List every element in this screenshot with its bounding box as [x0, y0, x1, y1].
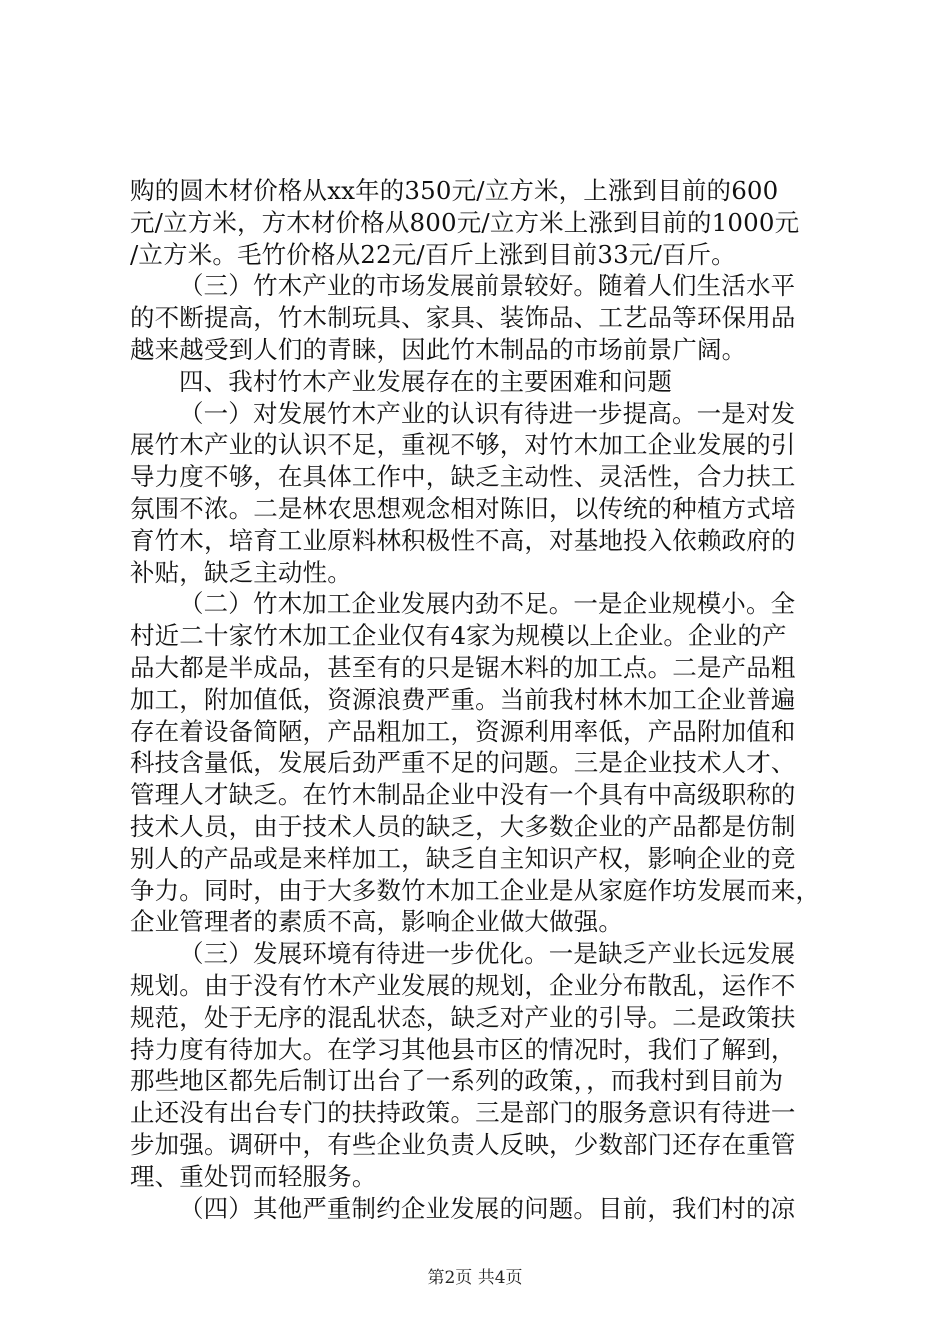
text-line: 四、我村竹木产业发展存在的主要困难和问题 — [179, 366, 672, 396]
text-line: /立方米。毛竹价格从22元/百斤上涨到目前33元/百斤。 — [130, 239, 736, 269]
text-line: （四）其他严重制约企业发展的问题。目前，我们村的凉 — [179, 1193, 796, 1223]
text-line: 元/立方米，方木材价格从800元/立方米上涨到目前的1000元 — [130, 207, 800, 237]
text-line: 的不断提高，竹木制玩具、家具、装饰品、工艺品等环保用品 — [130, 303, 796, 333]
text-line: 村近二十家竹木加工企业仅有4家为规模以上企业。企业的产 — [130, 621, 787, 651]
text-line: 导力度不够，在具体工作中，缺乏主动性、灵活性，合力扶工 — [130, 462, 796, 492]
text-line: 补贴，缺乏主动性。 — [130, 557, 352, 587]
text-line: 管理人才缺乏。在竹木制品企业中没有一个具有中高级职称的 — [130, 780, 796, 810]
text-line: 品大都是半成品，甚至有的只是锯木料的加工点。二是产品粗 — [130, 652, 796, 682]
text-line: 购的圆木材价格从xx年的350元/立方米，上涨到目前的600 — [130, 176, 779, 205]
text-line: 科技含量低，发展后劲严重不足的问题。三是企业技术人才、 — [130, 748, 796, 778]
text-line: （三）竹木产业的市场发展前景较好。随着人们生活水平 — [179, 271, 796, 301]
text-line: （二）竹木加工企业发展内劲不足。一是企业规模小。全 — [179, 589, 796, 619]
text-line: 争力。同时，由于大多数竹木加工企业是从家庭作坊发展而来， — [130, 875, 821, 905]
text-line: 步加强。调研中，有些企业负责人反映，少数部门还存在重管 — [130, 1129, 796, 1159]
text-line: 存在着设备简陋，产品粗加工，资源利用率低，产品附加值和 — [130, 716, 796, 746]
text-line: 持力度有待加大。在学习其他县市区的情况时，我们了解到， — [130, 1034, 796, 1064]
text-line: 技术人员，由于技术人员的缺乏，大多数企业的产品都是仿制 — [130, 811, 796, 841]
text-line: 企业管理者的素质不高，影响企业做大做强。 — [130, 907, 623, 937]
text-line: 越来越受到人们的青睐，因此竹木制品的市场前景广阔。 — [130, 334, 747, 364]
text-line: 育竹木，培育工业原料林积极性不高，对基地投入依赖政府的 — [130, 525, 796, 555]
document-body — [130, 175, 830, 1224]
text-line: 加工，附加值低，资源浪费严重。当前我村林木加工企业普遍 — [130, 684, 796, 714]
text-line: 氛围不浓。二是林农思想观念相对陈旧，以传统的种植方式培 — [130, 493, 796, 523]
text-line: 规范，处于无序的混乱状态，缺乏对产业的引导。二是政策扶 — [130, 1002, 796, 1032]
text-line: 那些地区都先后制订出台了一系列的政策，，而我村到目前为 — [130, 1066, 784, 1096]
page-footer: 第2页 共4页 — [427, 1268, 523, 1288]
text-line: 规划。由于没有竹木产业发展的规划，企业分布散乱，运作不 — [130, 970, 796, 1000]
text-line: 别人的产品或是来样加工，缺乏自主知识产权，影响企业的竞 — [130, 843, 796, 873]
text-line: （一）对发展竹木产业的认识有待进一步提高。一是对发 — [179, 398, 796, 428]
text-line: （三）发展环境有待进一步优化。一是缺乏产业长远发展 — [179, 939, 796, 969]
text-line: 理、重处罚而轻服务。 — [130, 1161, 377, 1191]
text-line: 止还没有出台专门的扶持政策。三是部门的服务意识有待进一 — [130, 1098, 796, 1128]
text-line: 展竹木产业的认识不足，重视不够，对竹木加工企业发展的引 — [130, 430, 796, 460]
